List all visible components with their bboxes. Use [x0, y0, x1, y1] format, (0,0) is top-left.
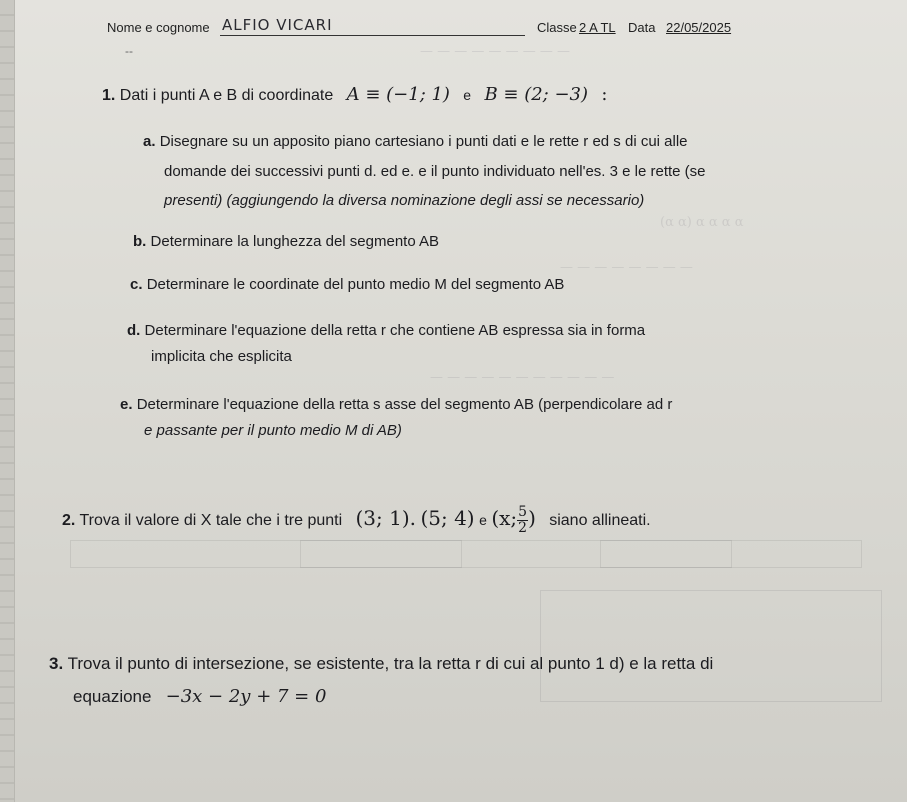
question-2-number: 2.	[62, 512, 76, 529]
show-through-text: — — — — — — — — — — —	[430, 370, 615, 385]
item-1d-letter: d.	[127, 322, 141, 339]
point-p3-open: (x;	[491, 506, 518, 530]
item-1d	[127, 318, 645, 344]
class-label: Classe	[537, 20, 577, 35]
item-1d-line2: implicita che esplicita	[151, 348, 292, 365]
equation: −3x − 2y + 7 = 0	[165, 686, 327, 707]
question-2	[62, 500, 651, 539]
question-3-number: 3.	[49, 654, 64, 673]
fraction-numerator: 5	[518, 504, 528, 521]
class-value: 2 A TL	[579, 20, 616, 35]
conj-e-2: e	[479, 512, 487, 528]
question-3	[49, 653, 713, 675]
question-3-label: equazione	[73, 687, 152, 706]
show-through-text: — — — — — — — — —	[420, 44, 571, 59]
show-through-box	[540, 590, 882, 702]
item-1b-letter: b.	[133, 233, 147, 250]
item-1d-line: Determinare l'equazione della retta r che contiene AB espressa sia in forma	[144, 322, 646, 339]
colon: :	[601, 84, 608, 105]
question-3-line1: Trova il punto di intersezione, se esistente, tra la retta r di cui al punto 1 d) e la retta di	[67, 654, 714, 673]
item-1a	[143, 129, 688, 155]
binder-edge	[0, 0, 15, 802]
question-1-number: 1.	[102, 87, 116, 104]
item-1e	[120, 392, 672, 418]
point-a: A ≡ (−1; 1)	[346, 84, 450, 105]
item-1a-line: Disegnare su un apposito piano cartesiano i punti dati e le rette r ed s di cui alle	[159, 133, 688, 150]
name-underline	[220, 35, 525, 36]
item-1c-line: Determinare le coordinate del punto medio M del segmento AB	[146, 276, 565, 293]
point-b: B ≡ (2; −3)	[484, 84, 589, 105]
item-1b-line: Determinare la lunghezza del segmento AB	[150, 233, 440, 250]
item-1a-letter: a.	[143, 133, 156, 150]
item-1a-line2: domande dei successivi punti d. ed e. e il punto individuato nell'es. 3 e le rette (se	[164, 163, 706, 180]
question-2-text-end: siano allineati.	[549, 512, 651, 529]
show-through-table	[300, 540, 462, 568]
date-value: 22/05/2025	[666, 20, 732, 35]
item-1a-line3: presenti) (aggiungendo la diversa nominazione degli assi se necessario)	[164, 192, 645, 209]
pen-mark: --	[125, 44, 133, 58]
name-value: ALFIO VICARI	[222, 16, 333, 34]
show-through-text: — — — — — — — —	[560, 260, 693, 275]
item-1e-letter: e.	[120, 396, 133, 413]
item-1c-letter: c.	[130, 276, 143, 293]
show-through-table	[70, 540, 862, 568]
name-label: Nome e cognome	[107, 20, 210, 35]
fraction-denominator: 2	[518, 520, 528, 537]
item-1e-line: Determinare l'equazione della retta s asse del segmento AB (perpendicolare ad r	[136, 396, 673, 413]
conj-e: e	[463, 87, 472, 103]
item-1b	[133, 229, 439, 255]
question-1-text: Dati i punti A e B di coordinate	[119, 87, 334, 104]
point-p2: (5; 4)	[420, 506, 475, 530]
question-2-text: Trova il valore di X tale che i tre punti	[79, 512, 343, 529]
question-1	[102, 84, 607, 107]
date-label: Data	[628, 20, 656, 35]
item-1e-line2: e passante per il punto medio M di AB)	[144, 422, 402, 439]
question-3-line2	[73, 686, 326, 708]
show-through-table	[600, 540, 732, 568]
show-through-text: (α α) α α α α	[660, 215, 744, 230]
item-1c	[130, 272, 564, 298]
point-p1: (3; 1).	[355, 506, 416, 530]
point-p3-close: )	[528, 506, 536, 530]
fraction-5-2	[517, 505, 528, 536]
